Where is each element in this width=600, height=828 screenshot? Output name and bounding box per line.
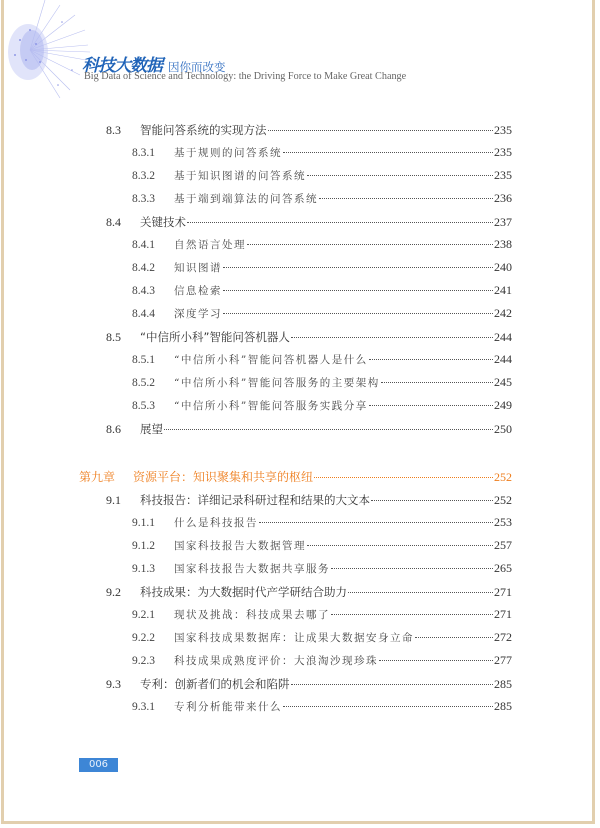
toc-title: 深度学习	[174, 308, 222, 320]
toc-entry[interactable]	[106, 584, 512, 600]
toc-number: 9.3.1	[132, 701, 155, 713]
toc-page: 250	[494, 422, 512, 436]
dot-leader	[415, 637, 493, 638]
dot-leader	[379, 660, 493, 661]
toc-entry[interactable]	[132, 352, 512, 367]
toc-entry[interactable]	[106, 421, 512, 437]
toc-page: 285	[494, 677, 512, 691]
toc-number: 8.4	[106, 215, 121, 229]
dot-leader	[247, 244, 493, 245]
toc-title: 展望	[140, 422, 163, 436]
toc-title: 知识图谱	[174, 262, 222, 274]
toc-title: “中信所小科”智能问答机器人	[140, 330, 290, 344]
brand-title: 科技大数据	[82, 56, 162, 76]
dot-leader	[291, 684, 494, 685]
toc-entry[interactable]	[132, 191, 512, 206]
toc-title: 现状及挑战：科技成果去哪了	[174, 609, 330, 621]
dot-leader	[259, 522, 493, 523]
dot-leader	[187, 222, 493, 223]
toc-entry[interactable]	[132, 145, 512, 160]
dot-leader	[319, 198, 493, 199]
toc-entry[interactable]	[106, 122, 512, 138]
toc-title: 什么是科技报告	[174, 517, 258, 529]
dot-leader	[331, 614, 493, 615]
dot-leader	[268, 130, 494, 131]
header-english-subtitle: Big Data of Science and Technology: the Driving Force to Make Great Change	[84, 71, 407, 82]
page-number-badge: 006	[79, 758, 118, 772]
dot-leader	[348, 592, 493, 593]
toc-page: 257	[494, 538, 512, 552]
toc-entry[interactable]	[132, 375, 512, 390]
toc-title: 国家科技报告大数据共享服务	[174, 563, 330, 575]
toc-title: “中信所小科”智能问答服务的主要架构	[174, 377, 380, 389]
toc-title: 自然语言处理	[174, 239, 246, 251]
toc-title: “中信所小科”智能问答服务实践分享	[174, 400, 368, 412]
toc-entry[interactable]	[132, 561, 512, 576]
toc-page: 242	[494, 306, 512, 320]
toc-page: 244	[494, 352, 512, 366]
toc-entry[interactable]	[132, 306, 512, 321]
toc-entry[interactable]	[132, 699, 512, 714]
dot-leader	[223, 290, 493, 291]
toc-entry[interactable]	[132, 283, 512, 298]
dot-leader	[164, 429, 493, 430]
globe-network-icon	[0, 0, 90, 100]
toc-page: 237	[494, 215, 512, 229]
toc-entry[interactable]	[106, 214, 512, 230]
toc-title: 专利分析能带来什么	[174, 701, 282, 713]
toc-number: 9.2.1	[132, 609, 155, 621]
toc-number: 9.1.1	[132, 517, 155, 529]
toc-number: 8.3.3	[132, 193, 155, 205]
dot-leader	[223, 313, 493, 314]
toc-page: 238	[494, 237, 512, 251]
dot-leader	[307, 175, 493, 176]
chapter-title: 资源平台：知识聚集和共享的枢纽	[133, 470, 314, 484]
toc-title: 基于规则的问答系统	[174, 147, 282, 159]
toc-title: 基于知识图谱的问答系统	[174, 170, 306, 182]
toc-page: 240	[494, 260, 512, 274]
toc-number: 9.1	[106, 493, 121, 507]
dot-leader	[369, 359, 493, 360]
toc-entry[interactable]	[106, 329, 512, 345]
toc-title: 国家科技报告大数据管理	[174, 540, 306, 552]
toc-page: 235	[494, 145, 512, 159]
toc-entry[interactable]	[132, 653, 512, 668]
toc-number: 9.2.3	[132, 655, 155, 667]
toc-number: 8.4.3	[132, 285, 155, 297]
dot-leader	[314, 477, 493, 478]
toc-number: 8.4.4	[132, 308, 155, 320]
toc-chapter-entry[interactable]	[79, 468, 512, 485]
toc-page: 252	[494, 493, 512, 507]
toc-page: 265	[494, 561, 512, 575]
toc-page: 252	[494, 470, 512, 484]
toc-number: 8.4.2	[132, 262, 155, 274]
toc-number: 8.5	[106, 330, 121, 344]
toc-entry[interactable]	[106, 492, 512, 508]
toc-title: 关键技术	[140, 215, 186, 229]
toc-entry[interactable]	[132, 515, 512, 530]
toc-number: 9.2.2	[132, 632, 155, 644]
toc-title: 专利：创新者们的机会和陷阱	[140, 677, 290, 691]
toc-page: 236	[494, 191, 512, 205]
toc-number: 8.5.3	[132, 400, 155, 412]
toc-number: 8.4.1	[132, 239, 155, 251]
toc-page: 235	[494, 168, 512, 182]
toc-entry[interactable]	[132, 260, 512, 275]
toc-title: “中信所小科”智能问答机器人是什么	[174, 354, 368, 366]
dot-leader	[331, 568, 493, 569]
toc-entry[interactable]	[132, 630, 512, 645]
toc-number: 8.6	[106, 422, 121, 436]
dot-leader	[369, 405, 493, 406]
dot-leader	[283, 706, 493, 707]
toc-number: 8.5.2	[132, 377, 155, 389]
toc-entry[interactable]	[132, 168, 512, 183]
toc-title: 智能问答系统的实现方法	[140, 123, 267, 137]
brand-subtitle: 因你而改变	[168, 60, 226, 74]
toc-page: 245	[494, 375, 512, 389]
dot-leader	[283, 152, 493, 153]
toc-page: 249	[494, 398, 512, 412]
toc-page: 271	[494, 585, 512, 599]
toc-page: 271	[494, 607, 512, 621]
toc-page: 277	[494, 653, 512, 667]
toc-page: 285	[494, 699, 512, 713]
toc-number: 9.2	[106, 585, 121, 599]
dot-leader	[291, 337, 493, 338]
toc-title: 国家科技成果数据库：让成果大数据安身立命	[174, 632, 414, 644]
toc-number: 8.3.1	[132, 147, 155, 159]
toc-title: 信息检索	[174, 285, 222, 297]
toc-title: 基于端到端算法的问答系统	[174, 193, 318, 205]
toc-entry[interactable]	[106, 676, 512, 692]
toc-entry[interactable]	[132, 538, 512, 553]
toc-page: 272	[494, 630, 512, 644]
toc-number: 8.5.1	[132, 354, 155, 366]
dot-leader	[371, 500, 493, 501]
toc-title: 科技成果成熟度评价：大浪淘沙现珍珠	[174, 655, 378, 667]
toc-number: 9.3	[106, 677, 121, 691]
toc-number: 9.1.3	[132, 563, 155, 575]
dot-leader	[381, 382, 493, 383]
toc-page: 253	[494, 515, 512, 529]
toc-number: 8.3.2	[132, 170, 155, 182]
toc-entry[interactable]	[132, 237, 512, 252]
toc-number: 9.1.2	[132, 540, 155, 552]
toc-page: 235	[494, 123, 512, 137]
dot-leader	[223, 267, 493, 268]
toc-entry[interactable]	[132, 607, 512, 622]
toc-title: 科技成果：为大数据时代产学研结合助力	[140, 585, 347, 599]
toc-title: 科技报告：详细记录科研过程和结果的大文本	[140, 493, 370, 507]
toc-page: 241	[494, 283, 512, 297]
toc-page: 244	[494, 330, 512, 344]
dot-leader	[307, 545, 493, 546]
toc-number: 8.3	[106, 123, 121, 137]
chapter-number: 第九章	[79, 470, 116, 484]
toc-entry[interactable]	[132, 398, 512, 413]
